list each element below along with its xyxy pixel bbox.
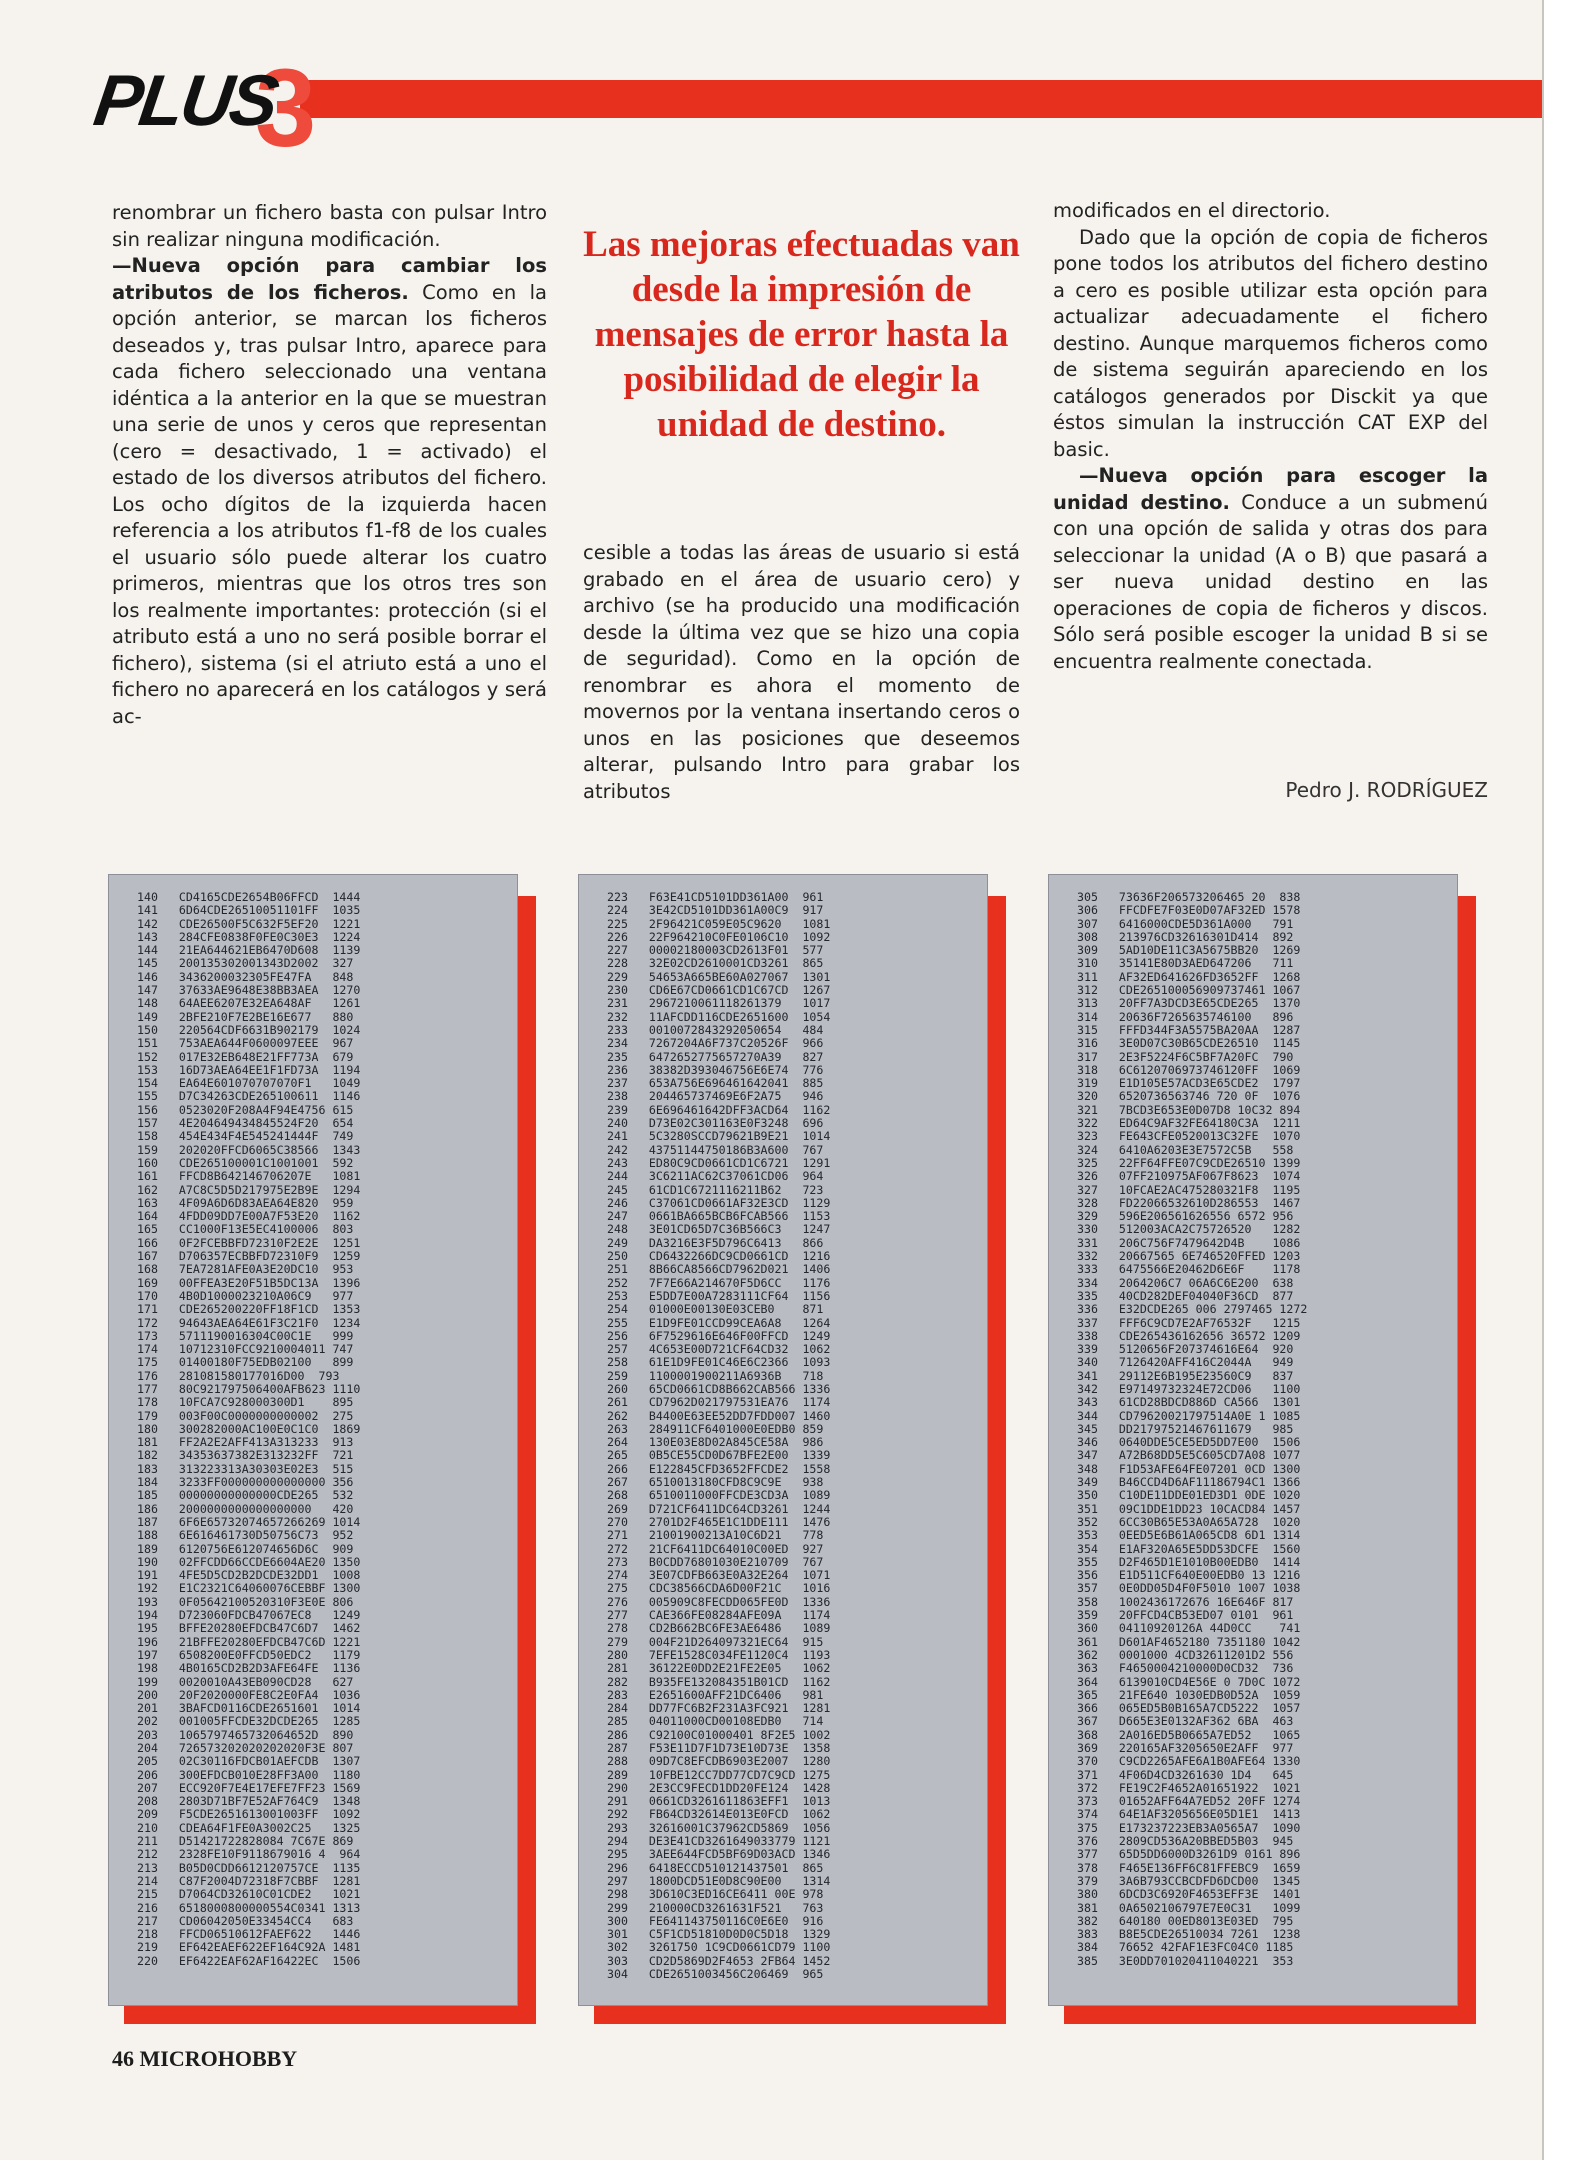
code-listing-2-text: 223 F63E41CD5101DD361A00 961 224 3E42CD5101DD361A00C9 917 225 2F96421C059E05C9620 1081 226 22F964210C0FE0106C10 1092 227 00002180003CD2613F01 577 228 32E02CD2610001CD3261 865 229 54653A665BE60A027067 1301 230 CD6E67CD0661CD1C67CD 1267 231 2967210061118261379 1017 232 11AFCDD116CDE2651600 1054 233 0010072843292050654 484 234 7267204A6F737C20526F 966 235 6472652775657270A39 827 236 38382D393046756E6E74 776 237 653A756E696461642041 885 238 204465737469E6F2A75 946 239 6E696461642DFF3ACD64 1162 240 D73E02C301163E0F3248 696 241 5C3280SCCD79621B9E21 1014 242 43751144750186B3A600 767 243 ED80C9CD0661CD1C6721 1291 244 3C6211AC62C37061CD06 964 245 61CD1C6721116211B62 723 246 C37061CD0661AF32E3CD 1129 247 0661BA665BCB6FCAB566 1153 248 3E01CD65D7C36B566C3 1247 249 DA3216E3F5D796C6413 866 250 CD6432266DC9CD0661CD 1216 251 8B66CA8566CD7962D021 1406 252 7F7E66A214670F5D6CC 1176 253 E5DD7E00A7283111CF64 1156 254 01000E00130E03CEB0 871 255 E1D9FE01CCD99CEA6A8 1264 256 6F7529616E646F00FFCD 1249 257 4C653E00D721CF64CD32 1062 258 61E1D9FE01C46E6C2366 1093 259 1100001900211A6936B 718 260 65CD0661CD8B662CAB566 1336 261 CD7962D021797531EA76 1174 262 B4400E63EE52DD7FDD007 1460 263 284911CF6401000E0EDB0 859 264 130E03E8D02A845CE58A 986 265 0B5CE55CD0D67BFE2E00 1339 266 E122845CFD3652FFCDE2 1558 267 6510013180CFD8C9C9E 938 268 6510011000FFCDE3CD3A 1089 269 D721CF6411DC64CD3261 1244 270 2701D2F465E1C1DDE111 1476 271 21001900213A10C6D21 778 272 21CF6411DC64010C00ED 927 273 B0CDD76801030E210709 767 274 3E07CDFB663E0A32E264 1071 275 CDC38566CDA6D00F21C 1016 276 005909C8FECDD065FE0D 1336 277 CAE366FE08284AFE09A 1174 278 CD2B662BC6FE3AE6486 1089 279 004F21D264097321EC64 915 280 7EFE1528C034FE1120C4 1193 281 36122E0DD2E21FE2E05 1062 282 B935FE132084351B01CD 1162 283 E2651600AFF21DC6406 981 284 DD77FC6B2F231A3FC921 1281 285 04011000CD00108EDB0 714 286 C92100C01000401 8F2E5 1002 287 F53E11D7F1D73E10D73E 1358 288 09D7C8EFCDB6903E2007 1280 289 10FBE12CC7DD77CD7C9CD 1275 290 2E3CC9FECD1DD20FE124 1428 291 0661CD3261611863EFF1 1013 292 FB64CD32614E013E0FCD 1062 293 32616001C37962CD5869 1056 294 DE3E41CD3261649033779 1121 295 3AEE644FCD5BF69D03ACD 1346 296 6418ECCD510121437501 865 297 1800DCD51E0D8C90E00 1314 298 3D610C3ED16CE6411 00E 978 299 210000CD3261631F521 763 300 FE641143750116C0E6E0 916 301 C5F1CD51810D0D0C5D18 1329 302 3261750 1C9CD0661CD79 1100 303 CD2D5869D2F4653 2FB64 1452 304 CDE2651003456C206469 965 xyxy=(607,890,831,1982)
col3-paragraph-1: modificados en el directorio. xyxy=(1053,199,1331,222)
col1-paragraph-2-text: Como en la opción anterior, se marcan los ficheros deseados y, tras pulsar Intro, aparece para cada fichero seleccionado una ventana idéntica a la anterior en la que se muestran una serie de unos y ceros que representan (cero = desactivado, 1 = activado) el estado de los diversos atributos del fichero. Los ocho dígitos de la izquierda hacen referencia a los atributos f1-f8 de los cuales el usuario sólo puede alterar los cuatro primeros, mientras que los otros tres son los realmente importantes: protección (si el atributo está a uno no será posible borrar el fichero), sistema (si el atriuto está a uno el fichero no aparecerá en los catálogos y será ac- xyxy=(112,280,547,728)
logo-text: PLUS xyxy=(89,61,281,141)
code-listing-1-text: 140 CD4165CDE2654B06FFCD 1444 141 6D64CDE26510051101FF 1035 142 CDE26500F5C632F5EF20 1221 143 284CFE0838F0FE0C30E3 1224 144 21EA644621EB6470D608 1139 145 200135302001343D2002 327 146 3436200032305FE47FA 848 147 37633AE9648E38BB3AEA 1270 148 64AEE6207E32EA648AF 1261 149 2BFE210F7E2BE16E677 880 150 220564CDF6631B902179 1024 151 753AEA644F0600097EEE 967 152 017E32EB648E21FF773A 679 153 16D73AEA64EE1F1FD73A 1194 154 EA64E601070707070F1 1049 155 D7C34263CDE265100611 1146 156 0523020F208A4F94E4756 615 157 4E204649434845524F20 654 158 454E434F4E545241444F 749 159 202020FFCD6065C38566 1343 160 CDE265100001C1001001 592 161 FFCD8B642146706207E 1081 162 A7C8C5D5D217975E2B9E 1294 163 4F09A6D6D83AEA64E820 959 164 4FDD09DD7E00A7F53E20 1162 165 CC1000F13E5EC4100006 803 166 0F2FCEBBFD72310F2E2E 1251 167 D706357ECBBFD72310F9 1259 168 7EA7281AFE0A3E20DC10 953 169 00FFEA3E20F51B5DC13A 1396 170 4B0D1000023210A06C9 977 171 CDE265200220FF18F1CD 1353 172 94643AEA64E61F3C21F0 1234 173 5711190016304C00C1E 999 174 10712310FCC9210004011 747 175 01400180F75EDB02100 899 176 281081580177016D00 793 177 80C921797506400AFB623 1110 178 10FCA7C928000300D1 895 179 003F00C0000000000002 275 180 300282000AC100E0C1C0 1869 181 FF2A2E2AFF413A313233 913 182 34353637382E313232FF 721 183 313223313A30303E02E3 515 184 3233FF000000000000000 356 185 00000000000000CDE265 532 186 2000000000000000000 420 187 6F6E65732074657266269 1014 188 6E616461730D50756C73 952 189 6120756E612074656D6C 909 190 02FFCDD66CCDE6604AE20 1350 191 4FE5D5CD2B2DCDE32DD1 1008 192 E1C2321C64060076CEBBF 1300 193 0F05642100520310F3E0E 806 194 D723060FDCB47067EC8 1249 195 BFFE20280EFDCB47C6D7 1462 196 21BFFE20280EFDCB47C6D 1221 197 6508200E0FFCD50EDC2 1179 198 4B0165CD2B2D3AFE64FE 1136 199 0020010A43EB090CD28 627 200 20F2020000FE8C2E0FA4 1036 201 3BAFCD0116CDE2651601 1014 202 001005FFCDE32DCDE265 1285 203 1065797465732064652D 890 204 726573202020202020F3E 807 205 02C30116FDCB01AEFCDB 1307 206 300EFDCB010E28FF3A00 1180 207 ECC920F7E4E17EFE7FF23 1569 208 2803D71BF7E52AF764C9 1348 209 F5CDE2651613001003FF 1092 210 CDEA64F1FE0A3002C25 1325 211 D51421722828084 7C67E 869 212 2328FE10F9118679016 4 964 213 B05D0CDD6612120757CE 1135 214 C87F2004D72318F7CBBF 1281 215 D7064CD32610C01CDE2 1021 216 6518000800000554C0341 1313 217 CD06042050E33454CC4 683 218 FFCD06510612FAEF622 1446 219 EF642EAEF622EF164C92A 1481 220 EF6422EAF62AF16422EC 1506 xyxy=(137,890,361,1968)
col1-paragraph-2 xyxy=(112,253,547,730)
logo-number: 3 xyxy=(255,47,317,170)
code-listing-2 xyxy=(578,874,988,2006)
col3-paragraph-2: Dado que la opción de copia de ficheros pone todos los atributos del fichero destino a cero es posible utilizar esta opción para actualizar adecuadamente el fichero destino. Aunque marquemos ficheros como de sistema seguirán apareciendo en los catálogos generados por Disckit ya que éstos simulan la instrucción CAT EXP del basic. xyxy=(1053,225,1488,461)
col3-paragraph-3-text: Conduce a un submenú con una opción de salida y otras dos para seleccionar la unidad (A o B) que pasará a ser nueva unidad destino en las operaciones de copia de ficheros y discos. Sólo será posible escoger la unidad B si se encuentra realmente conectada. xyxy=(1053,490,1488,673)
pull-quote: Las mejoras efectuadas van desde la impresión de mensajes de error hasta la posibilidad de elegir la unidad de destino. xyxy=(583,224,1020,445)
code-listing-1 xyxy=(108,874,518,2006)
col1-subheading: —Nueva opción para cambiar los atributos de los ficheros. xyxy=(112,254,547,304)
page-header xyxy=(0,47,1581,180)
code-listing-3-text: 305 73636F206573206465 20 838 306 FFCDFE7F03E0D07AF32ED 1578 307 6416000CDE5D361A000 791 308 213976CD32616301D414 892 309 5AD10DE11C3A5675BB20 1269 310 35141E80D3AED647206 711 311 AF32ED641626FD3652FF 1268 312 CDE265100056909737461 1067 313 20FF7A3DCD3E65CDE265 1370 314 20636F7265635746100 896 315 FFFD344F3A5575BA20AA 1287 316 3E0D07C30B65CDE26510 1145 317 2E3F5224F6C5BF7A20FC 790 318 6C6120706973746120FF 1069 319 E1D105E57ACD3E65CDE2 1797 320 6520736563746 720 0F 1076 321 7BCD3E653E0D07D8 10C32 894 322 ED64C9AF32FE64180C3A 1211 323 FE643CFE0520013C32FE 1070 324 6410A6203E3E7572C5B 558 325 22FF64FFE07C9CDE26510 1399 326 07FF210975AF067F8623 1074 327 10FCAE2AC475280321F8 1195 328 FD22066532610D286553 1467 329 596E206561626556 6572 956 330 512003ACA2C75726520 1282 331 206C756F7479642D4B 1086 332 20667565 6E746520FFED 1203 333 6475566E20462D6E6F 1178 334 2064206C7 06A6C6E200 638 335 40CD282DEF04040F36CD 877 336 E32DCDE265 006 2797465 1272 337 FFF6C9CD7E2AF76532F 1215 338 CDE265436162656 36572 1209 339 5120656F207374616E64 920 340 7126420AFF416C2044A 949 341 29112E6B195E23560C9 837 342 E97149732324E72CD06 1100 343 61CD28BDCD886D CA566 1301 344 CD79620021797514A0E 1 1085 345 DD21797521467611679 985 346 0640DDE5CE5ED5DD7E00 1506 347 A72B68DD5E5C605CD7A08 1077 348 F1D53AFE64FE07201 0CD 1300 349 B46CCD4D6AF11186794C1 1366 350 C10DE11DDE01ED3D1 0DE 1020 351 09C1DDE1DD23 10CACD84 1457 352 6CC30B65E53A0A65A728 1020 353 0EED5E6B61A065CD8 6D1 1314 354 E1AF320A65E5DD53DCFE 1560 355 D2F465D1E1010B00EDB0 1414 356 E1D511CF640E00EDB0 13 1216 357 0E0DD05D4F0F5010 1007 1038 358 1002436172676 16E646F 817 359 20FFCD4CB53ED07 0101 961 360 04110920126A 44D0CC 741 361 D601AF4652180 7351180 1042 362 0001000 4CD32611201D2 556 363 F4650004210000D0CD32 736 364 6139010CD4E56E 0 7D0C 1072 365 21FE640 1030EDB0D52A 1059 366 065ED5B0B165A7CD5222 1057 367 D665E3E0132AF362 6BA 463 368 2A016ED5B0665A7ED52 1065 369 220165AF3205650E2AFF 977 370 C9CD2265AFE6A1B0AFE64 1330 371 4F06D4CD3261630 1D4 645 372 FE19C2F4652A01651922 1021 373 01652AFF64A7ED52 20FF 1274 374 64E1AF3205656E05D1E1 1413 375 E173237223EB3A0565A7 1090 376 2809CD536A20BBED5B03 945 377 65D5DD6000D3261D9 0161 896 378 F465E136FF6C81FFEBC9 1659 379 3A6B793CCBCDFD6DCD00 1345 380 6DCD3C6920F4653EFF3E 1401 381 0A6502106797E7E0C31 1099 382 640180 00ED8013E03ED 795 383 B8E5CDE26510034 7261 1238 384 76652 42FAF1E3FC04C0 1185 385 3E0DD701020411040221 353 xyxy=(1077,890,1308,1968)
article-column-1 xyxy=(112,200,547,730)
col2-paragraph-1: cesible a todas las áreas de usuario si está grabado en el área de usuario cero) y archivo (se ha producido una modificación desde la última vez que se hizo una copia de seguridad). Como en la opción de renombrar es ahora el momento de movernos por la ventana insertando ceros o unos en las posiciones que deseemos alterar, pulsando Intro para grabar los atributos xyxy=(583,541,1020,803)
code-listing-3 xyxy=(1048,874,1458,2006)
author-signature: Pedro J. RODRÍGUEZ xyxy=(1285,778,1488,802)
article-column-3 xyxy=(1053,198,1488,675)
article-column-2 xyxy=(583,540,1020,805)
col3-subheading: —Nueva opción para escoger la unidad destino. xyxy=(1053,464,1488,514)
col1-paragraph-1: renombrar un fichero basta con pulsar Intro sin realizar ninguna modificación. xyxy=(112,201,547,251)
col3-paragraph-3 xyxy=(1053,463,1488,675)
page-edge xyxy=(1542,0,1581,2160)
header-red-bar xyxy=(300,80,1570,118)
page-footer: 46 MICROHOBBY xyxy=(112,2046,298,2071)
